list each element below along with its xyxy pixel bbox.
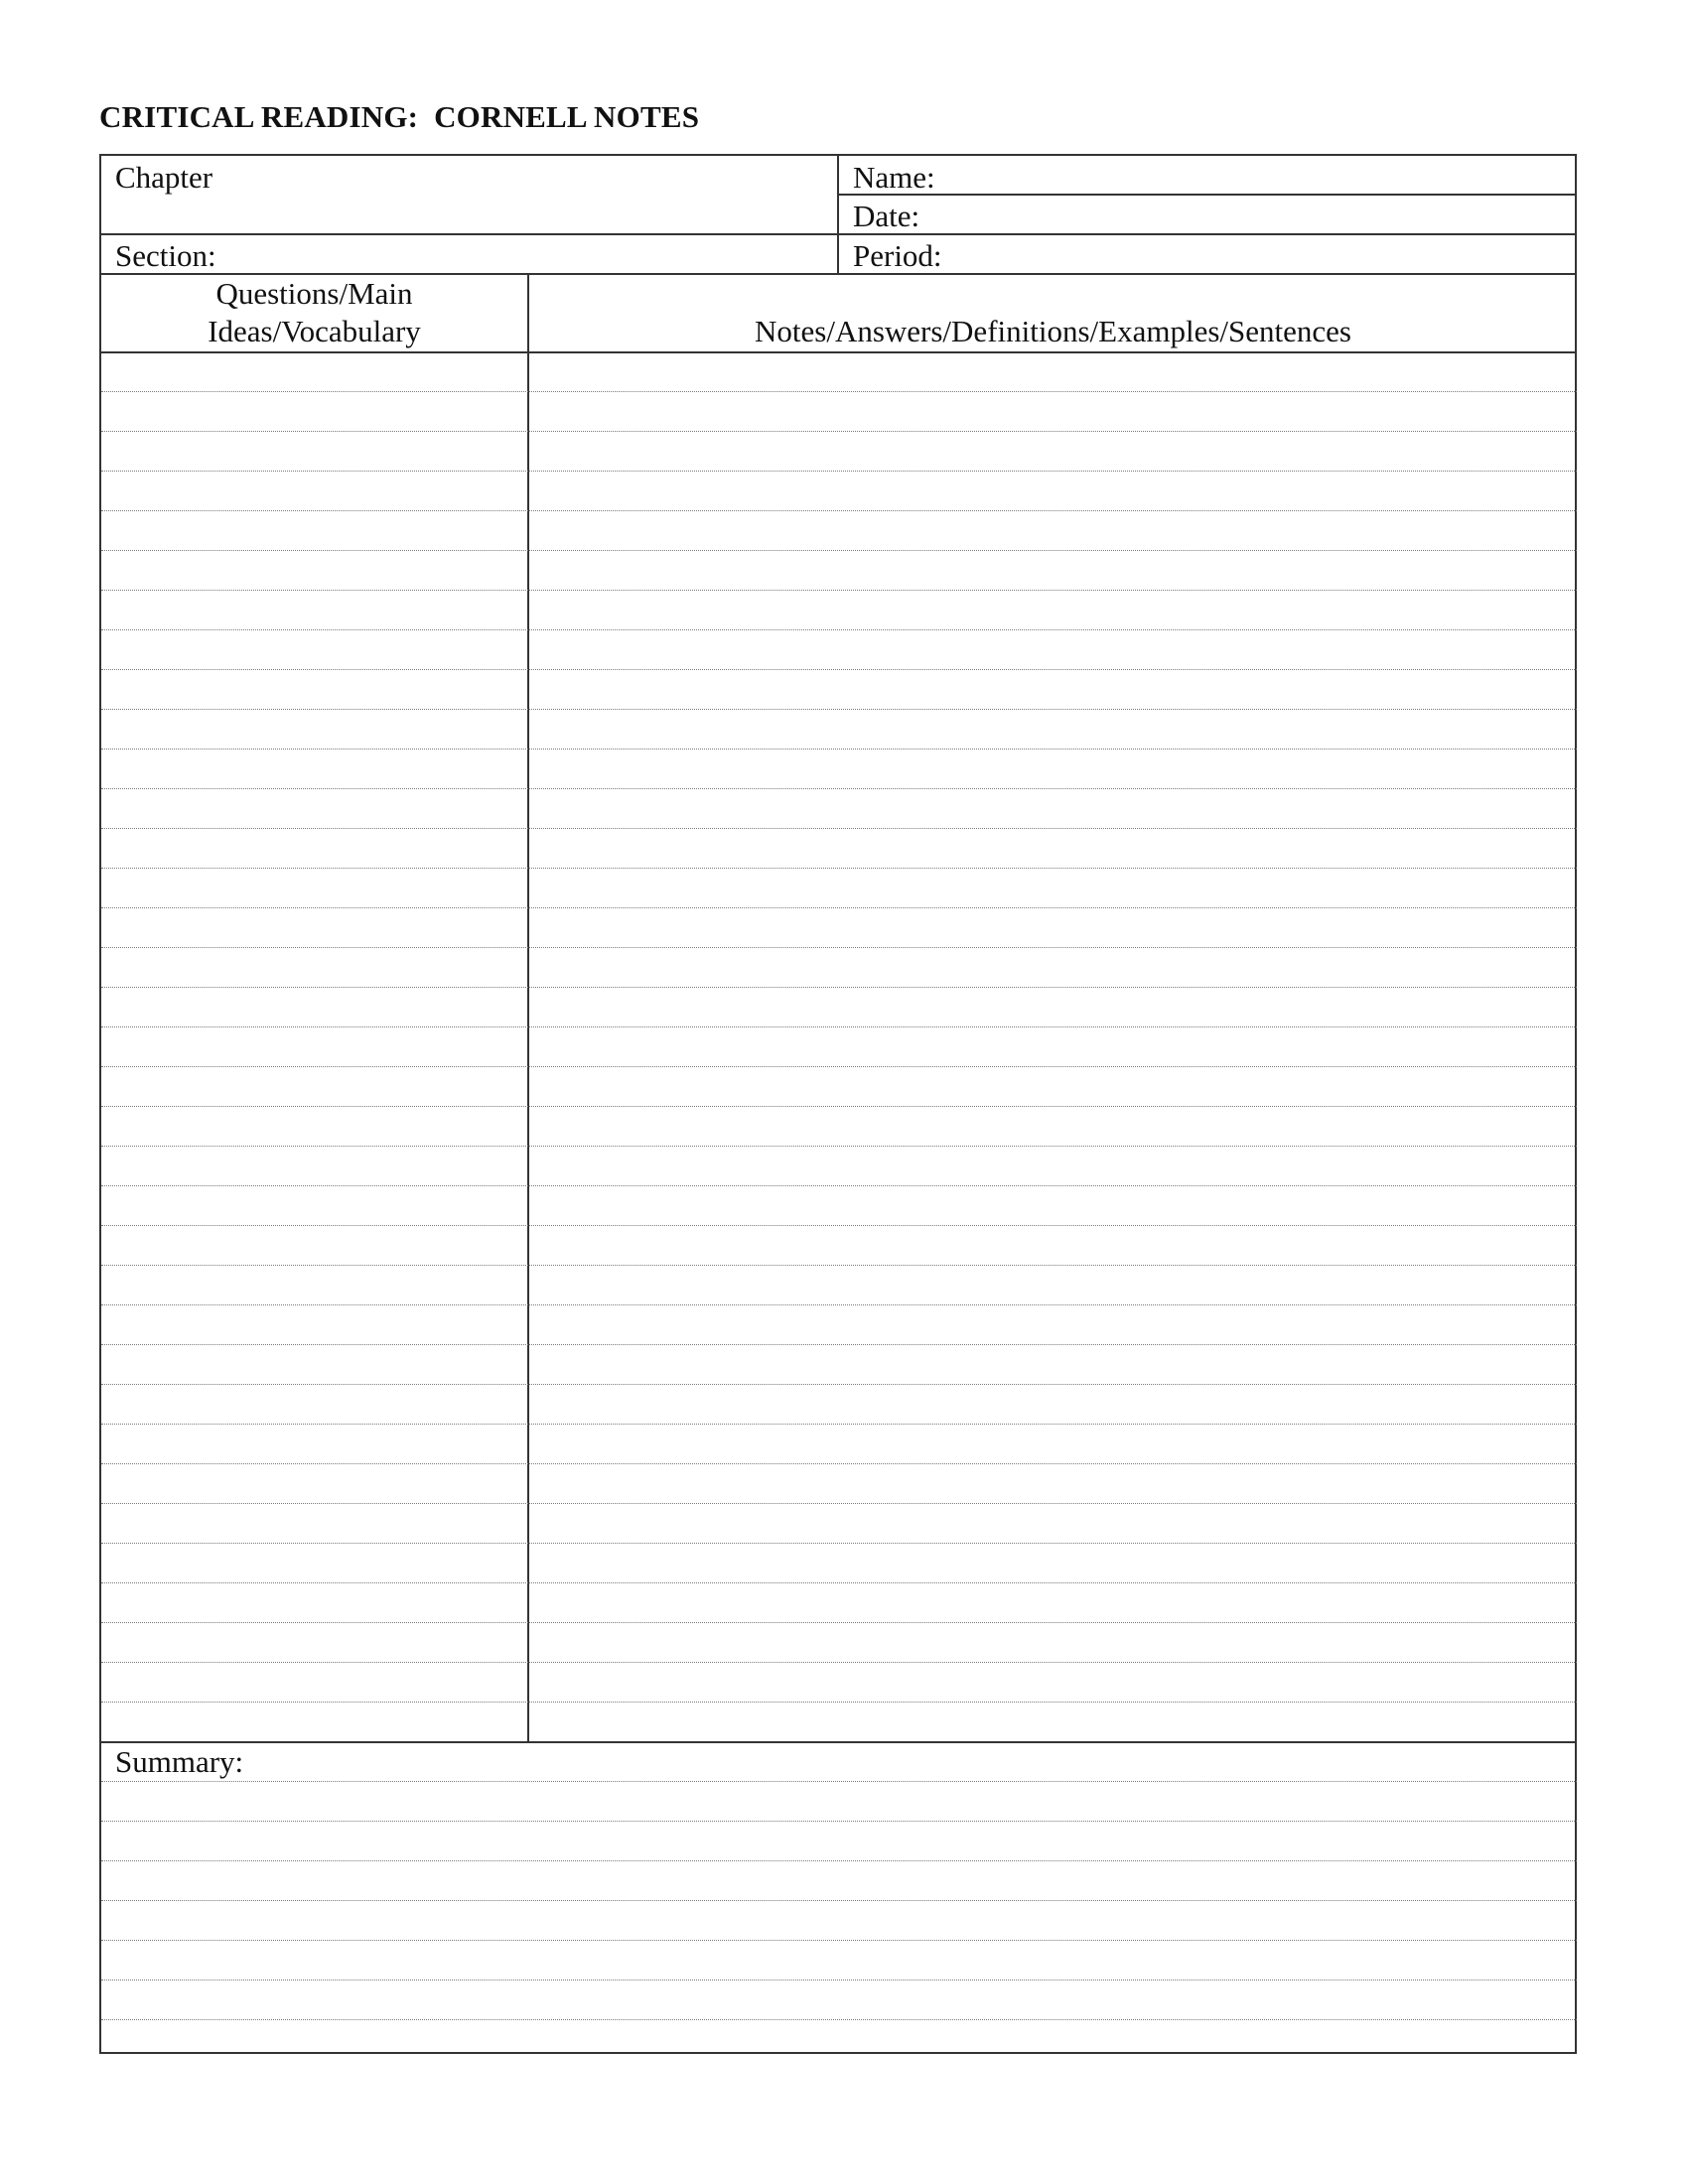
period-field[interactable]	[839, 235, 1575, 273]
note-line	[101, 471, 1577, 472]
summary-area[interactable]	[101, 1743, 1577, 2052]
date-label: Date:	[853, 199, 920, 233]
section-label: Section:	[115, 238, 216, 273]
summary-line	[101, 1979, 1577, 1980]
questions-column-area[interactable]	[101, 353, 527, 1739]
note-line	[101, 629, 1577, 630]
summary-line	[101, 1821, 1577, 1822]
notes-heading-text: Notes/Answers/Definitions/Examples/Sentences	[755, 314, 1351, 348]
note-line	[101, 1463, 1577, 1464]
summary-line	[101, 1860, 1577, 1861]
questions-heading-line-1: Questions/Main	[215, 276, 413, 311]
note-line	[101, 590, 1577, 591]
note-line	[101, 431, 1577, 432]
notes-column-area[interactable]	[529, 353, 1577, 1739]
note-line	[101, 1543, 1577, 1544]
header-divider-name-date	[837, 194, 1577, 196]
name-label: Name:	[853, 160, 935, 195]
header-divider-section	[101, 233, 1577, 235]
note-line	[101, 749, 1577, 750]
note-line	[101, 1384, 1577, 1385]
period-label: Period:	[853, 238, 942, 273]
note-line	[101, 510, 1577, 511]
note-line	[101, 391, 1577, 392]
summary-label: Summary:	[115, 1744, 244, 1779]
note-line	[101, 788, 1577, 789]
note-line	[101, 1304, 1577, 1305]
summary-line	[101, 1940, 1577, 1941]
note-line	[101, 1066, 1577, 1067]
note-line	[101, 1026, 1577, 1027]
note-line	[101, 1702, 1577, 1703]
summary-line	[101, 2019, 1577, 2020]
questions-column-heading	[101, 275, 527, 350]
note-line	[101, 1662, 1577, 1663]
notes-column-heading	[529, 275, 1577, 350]
chapter-field[interactable]	[101, 156, 837, 233]
note-line	[101, 1622, 1577, 1623]
note-line	[101, 1106, 1577, 1107]
summary-line	[101, 1900, 1577, 1901]
note-line	[101, 669, 1577, 670]
summary-line	[101, 1781, 1577, 1782]
note-line	[101, 1424, 1577, 1425]
note-line	[101, 828, 1577, 829]
header-vertical-divider	[837, 156, 839, 275]
note-line	[101, 1146, 1577, 1147]
document-title: CRITICAL READING: CORNELL NOTES	[99, 99, 700, 134]
name-field[interactable]	[839, 156, 1575, 194]
questions-heading-line-2: Ideas/Vocabulary	[208, 314, 421, 348]
note-line	[101, 1344, 1577, 1345]
note-line	[101, 1185, 1577, 1186]
chapter-label: Chapter	[115, 160, 213, 195]
note-line	[101, 1225, 1577, 1226]
cornell-notes-form	[99, 154, 1577, 2054]
note-line	[101, 550, 1577, 551]
note-line	[101, 1582, 1577, 1583]
note-line	[101, 947, 1577, 948]
note-line	[101, 907, 1577, 908]
note-line	[101, 868, 1577, 869]
section-field[interactable]	[101, 235, 837, 273]
date-field[interactable]	[839, 196, 1575, 233]
note-line	[101, 1265, 1577, 1266]
note-line	[101, 1503, 1577, 1504]
note-line	[101, 709, 1577, 710]
note-line	[101, 987, 1577, 988]
